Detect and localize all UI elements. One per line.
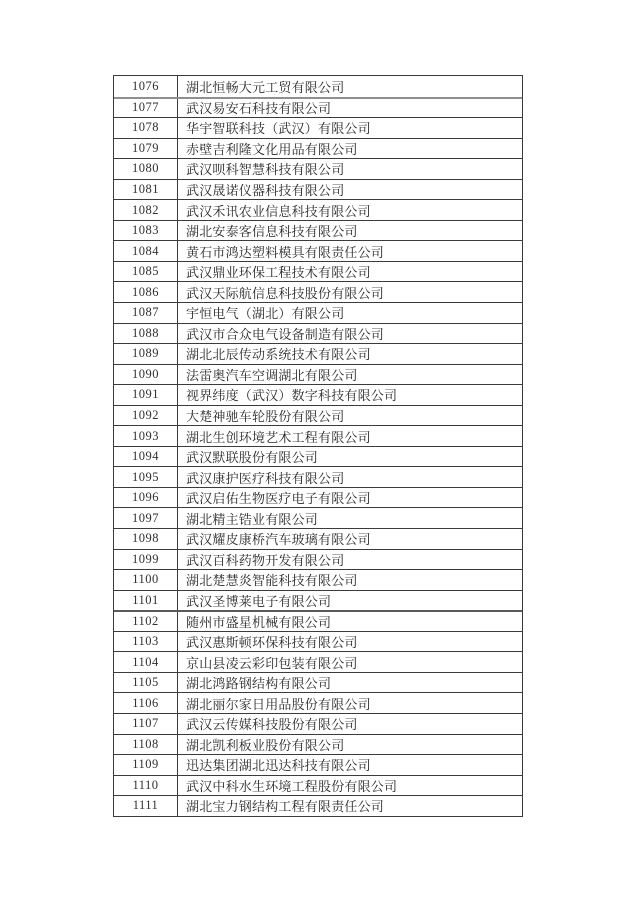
company-name-cell: 湖北精主锆业有限公司 (186, 511, 319, 527)
table-row (114, 651, 522, 672)
company-name-cell: 武汉鼎业环保工程技术有限公司 (186, 265, 371, 281)
company-name-cell: 湖北北辰传动系统技术有限公司 (186, 347, 371, 363)
company-name-cell: 武汉康护医疗科技有限公司 (186, 470, 345, 486)
row-number-cell: 1111 (114, 796, 178, 816)
company-list-table (113, 75, 523, 817)
row-number-cell: 1084 (114, 241, 178, 261)
table-row (114, 138, 522, 159)
row-number-cell: 1098 (114, 529, 178, 549)
table-row (114, 775, 522, 796)
row-number-cell: 1110 (114, 776, 178, 796)
table-row (114, 569, 522, 590)
company-name-cell: 湖北鸿路钢结构有限公司 (186, 676, 332, 692)
row-number-cell: 1082 (114, 200, 178, 220)
table-row (114, 466, 522, 487)
company-name-cell: 武汉市合众电气设备制造有限公司 (186, 326, 385, 342)
row-number-cell: 1097 (114, 508, 178, 528)
company-name-cell: 武汉惠斯顿环保科技有限公司 (186, 635, 358, 651)
table-row (114, 507, 522, 528)
row-number-cell: 1083 (114, 221, 178, 241)
company-name-cell: 湖北宝力钢结构工程有限责任公司 (186, 799, 385, 815)
company-name-cell: 武汉天际航信息科技股份有限公司 (186, 285, 385, 301)
row-number-cell: 1090 (114, 365, 178, 385)
row-number-cell: 1078 (114, 118, 178, 138)
company-name-cell: 武汉百科药物开发有限公司 (186, 552, 345, 568)
row-number-cell: 1077 (114, 99, 178, 118)
table-row (114, 446, 522, 467)
row-number-cell: 1096 (114, 488, 178, 508)
company-name-cell: 湖北丽尔家日用品股份有限公司 (186, 696, 371, 712)
company-name-cell: 黄石市鸿达塑料模具有限责任公司 (186, 244, 385, 260)
company-name-cell: 随州市盛星机械有限公司 (186, 615, 332, 630)
table-row (114, 384, 522, 405)
table-row (114, 692, 522, 713)
row-number-cell: 1101 (114, 591, 178, 611)
table-row (114, 610, 522, 631)
company-name-cell: 京山县凌云彩印包装有限公司 (186, 655, 358, 671)
table-row (114, 487, 522, 508)
row-number-cell: 1106 (114, 693, 178, 713)
table-row (114, 713, 522, 734)
row-number-cell: 1091 (114, 385, 178, 405)
table-row (114, 97, 522, 118)
company-name-cell: 武汉禾讯农业信息科技有限公司 (186, 203, 371, 219)
company-name-cell: 武汉易安石科技有限公司 (186, 101, 332, 117)
row-number-cell: 1094 (114, 447, 178, 467)
table-row (114, 76, 522, 97)
row-number-cell: 1105 (114, 673, 178, 693)
company-name-cell: 武汉耀皮康桥汽车玻璃有限公司 (186, 532, 371, 548)
company-name-cell: 湖北生创环境艺术工程有限公司 (186, 429, 371, 445)
row-number-cell: 1081 (114, 180, 178, 200)
table-row (114, 734, 522, 755)
table-row (114, 549, 522, 570)
company-name-cell: 武汉圣博莱电子有限公司 (186, 593, 332, 609)
row-number-cell: 1102 (114, 612, 178, 631)
table-row (114, 302, 522, 323)
row-number-cell: 1108 (114, 735, 178, 755)
company-name-cell: 湖北楚慧炎智能科技有限公司 (186, 573, 358, 589)
row-number-cell: 1104 (114, 652, 178, 672)
table-row (114, 199, 522, 220)
row-number-cell: 1109 (114, 755, 178, 775)
table-row (114, 240, 522, 261)
company-name-cell: 武汉晟诺仪器科技有限公司 (186, 183, 345, 198)
row-number-cell: 1076 (114, 76, 178, 97)
row-number-cell: 1099 (114, 550, 178, 570)
table-row (114, 323, 522, 344)
table-row (114, 261, 522, 282)
row-number-cell: 1092 (114, 406, 178, 426)
row-number-cell: 1085 (114, 262, 178, 282)
table-row (114, 672, 522, 693)
table-row (114, 631, 522, 652)
company-name-cell: 大楚神驰车轮股份有限公司 (186, 409, 345, 425)
row-number-cell: 1103 (114, 632, 178, 652)
row-number-cell: 1089 (114, 344, 178, 364)
table-row (114, 364, 522, 385)
table-row (114, 158, 522, 179)
row-number-cell: 1086 (114, 282, 178, 302)
company-name-cell: 宇恒电气（湖北）有限公司 (186, 306, 345, 322)
table-row (114, 405, 522, 426)
company-name-cell: 视界纬度（武汉）数字科技有限公司 (186, 388, 398, 404)
table-row (114, 117, 522, 138)
company-name-cell: 武汉中科水生环境工程股份有限公司 (186, 778, 398, 794)
table-row (114, 179, 522, 200)
table-row (114, 754, 522, 775)
row-number-cell: 1100 (114, 570, 178, 590)
row-number-cell: 1095 (114, 467, 178, 487)
table-row (114, 343, 522, 364)
row-number-cell: 1080 (114, 159, 178, 179)
row-number-cell: 1079 (114, 139, 178, 159)
table-row (114, 528, 522, 549)
company-name-cell: 湖北凯利板业股份有限公司 (186, 737, 345, 753)
company-name-cell: 迅达集团湖北迅达科技有限公司 (186, 758, 371, 774)
company-name-cell: 武汉启佑生物医疗电子有限公司 (186, 491, 371, 507)
row-number-cell: 1107 (114, 714, 178, 734)
company-name-cell: 武汉默联股份有限公司 (186, 450, 319, 466)
company-name-cell: 武汉云传媒科技股份有限公司 (186, 717, 358, 733)
row-number-cell: 1087 (114, 303, 178, 323)
table-row (114, 590, 522, 611)
company-name-cell: 法雷奥汽车空调湖北有限公司 (186, 367, 358, 383)
company-name-cell: 赤壁吉利隆文化用品有限公司 (186, 141, 358, 157)
company-name-cell: 华宇智联科技（武汉）有限公司 (186, 121, 371, 137)
table-row (114, 795, 522, 816)
company-name-cell: 湖北安泰客信息科技有限公司 (186, 224, 358, 240)
company-name-cell: 武汉呗科智慧科技有限公司 (186, 162, 345, 178)
row-number-cell: 1093 (114, 426, 178, 446)
table-row (114, 425, 522, 446)
company-name-cell: 湖北恒畅大元工贸有限公司 (186, 79, 345, 95)
table-row (114, 281, 522, 302)
row-number-cell: 1088 (114, 324, 178, 344)
table-row (114, 220, 522, 241)
